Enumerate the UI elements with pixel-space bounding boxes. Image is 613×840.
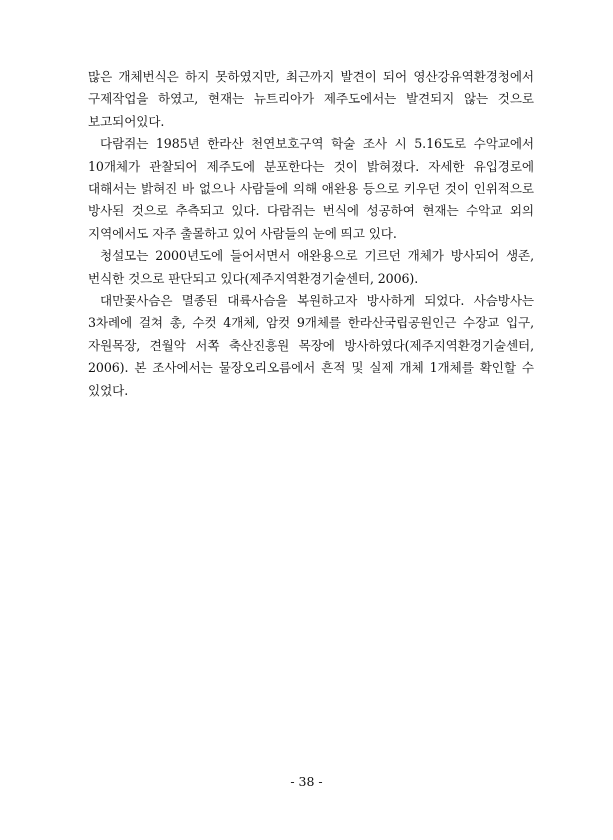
page-number: - 38 -: [290, 774, 323, 789]
paragraph-squirrel: 다람쥐는 1985년 한라산 천연보호구역 학술 조사 시 5.16도로 수악교에서 10개체가 관찰되어 제주도에 분포한다는 것이 밝혀졌다. 자세한 유입경로에 대해서는 밝혀진 바 없으나 사람들에 의해 애완용 등으로 키우던 것이 인위적으로 방사된 것으로 추측되고 있다. 다람쥐는 번식에 성공하여 현재는 수악교 외의 지역에서도 자주 출몰하고 있어 사람들의 눈에 띄고 있다.: [88, 136, 534, 241]
paragraph-sika-deer: 대만꽃사슴은 멸종된 대륙사슴을 복원하고자 방사하게 되었다. 사슴방사는 3차례에 걸쳐 총, 수컷 4개체, 암컷 9개체를 한라산국립공원인근 수장교 입구, 자원목장, 견월악 서쪽 축산진흥원 목장에 방사하였다(제주지역환경기술센터, 2006). 본 조사에서는 물장오리오름에서 흔적 및 실제 개체 1개체를 확인할 수 있었다.: [88, 293, 534, 398]
paragraph-red-squirrel: 청설모는 2000년도에 들어서면서 애완용으로 기르던 개체가 방사되어 생존, 번식한 것으로 판단되고 있다(제주지역환경기술센터, 2006).: [88, 248, 534, 286]
body-text: [88, 66, 534, 402]
paragraph-nutria: 많은 개체번식은 하지 못하였지만, 최근까지 발견이 되어 영산강유역환경청에서 구제작업을 하였고, 현재는 뉴트리아가 제주도에서는 발견되지 않는 것으로 보고되어있다.: [88, 69, 534, 129]
